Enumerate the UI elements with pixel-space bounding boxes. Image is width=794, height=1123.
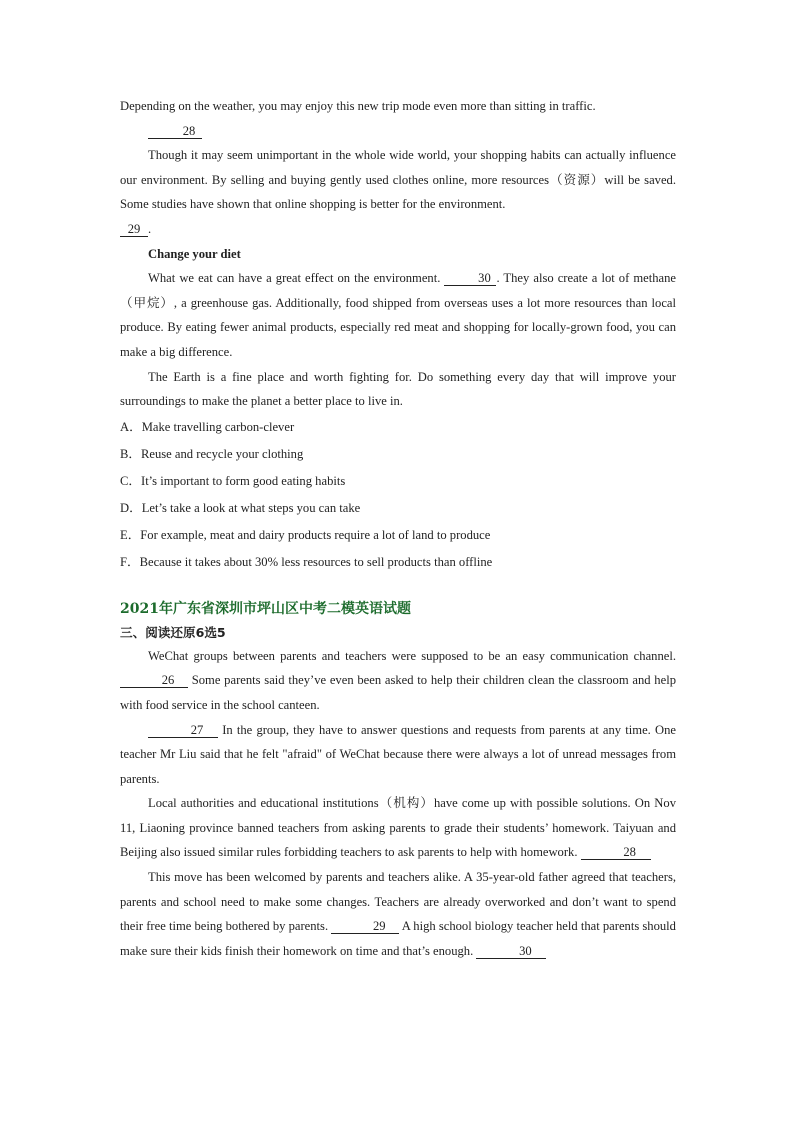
paragraph-wechat [120, 644, 676, 718]
paragraph-transport [120, 94, 676, 119]
section-heading: Change your diet [148, 246, 241, 261]
blank-27[interactable]: 27 [148, 723, 218, 738]
blank-28-b[interactable]: 28 [581, 845, 651, 860]
paragraph-group [120, 718, 676, 792]
paragraph-text: Depending on the weather, you may enjoy this new trip mode even more than sitting in traffic. [120, 99, 596, 113]
blank-26[interactable]: 26 [120, 673, 188, 688]
paragraph-text: The Earth is a fine place and worth fighting for. Do something every day that will improve your surroundings to make the planet a better place to live in. [120, 369, 676, 409]
blank-30-b[interactable]: 30 [476, 944, 546, 959]
period: . [148, 221, 152, 236]
blank-28[interactable]: 28 [148, 124, 202, 139]
blank-line-29 [120, 217, 676, 242]
section-subtitle: 三、阅读还原6选5 [120, 624, 226, 640]
blank-30[interactable]: 30 [444, 271, 496, 286]
blank-29-b[interactable]: 29 [331, 919, 399, 934]
paragraph-text: A high school biology teacher held that parents should make sure their kids finish their homework on time and that’s enough. [120, 919, 676, 958]
blank-line-28 [120, 119, 676, 144]
option-f: F．Because it takes about 30% less resources to sell products than offline [120, 554, 493, 569]
paragraph-text: What we eat can have a great effect on the environment. [148, 271, 441, 286]
paragraph-text: Some parents said they’ve even been asked to help their children clean the classroom and help with food service in the school canteen. [120, 673, 676, 712]
paragraph-text: Though it may seem unimportant in the whole wide world, your shopping habits can actually influence our environment. By selling and buying gently used clothes online, more resources（资源）will be saved. Some studies have shown that online shopping is better for the environment. [120, 148, 676, 212]
exam-title: 2021年广东省深圳市坪山区中考二模英语试题 [120, 600, 411, 617]
option-e: E．For example, meat and dairy products require a lot of land to produce [120, 527, 491, 542]
option-d: D．Let’s take a look at what steps you can take [120, 500, 361, 515]
paragraph-move [120, 865, 676, 963]
paragraph-text: Local authorities and educational institutions（机构）have come up with possible solutions. On Nov 11, Liaoning province banned teachers from asking parents to grade their students’ homework. Taiyuan and Beijing also issued similar rules forbidding teachers to ask parents to help with homework. [120, 796, 676, 860]
option-b: B．Reuse and recycle your clothing [120, 446, 304, 461]
paragraph-text: . They also create a lot of methane（甲烷）, a greenhouse gas. Additionally, food shipped from overseas uses a lot more resources than local produce. By eating fewer animal products, especially red meat and shopping for locally-grown food, you can make a big difference. [120, 271, 676, 359]
options-list [120, 414, 676, 576]
blank-29[interactable]: 29 [120, 222, 148, 237]
paragraph-authorities [120, 791, 676, 865]
option-a: A．Make travelling carbon-clever [120, 419, 295, 434]
paragraph-diet [120, 266, 676, 364]
document-page [120, 94, 676, 963]
paragraph-text: WeChat groups between parents and teachers were supposed to be an easy communication channel. [148, 648, 676, 663]
paragraph-text: In the group, they have to answer questions and requests from parents at any time. One teacher Mr Liu said that he felt "afraid" of WeChat because there were always a lot of unread messages from parents. [120, 722, 676, 786]
paragraph-earth [120, 365, 676, 414]
paragraph-text: This move has been welcomed by parents and teachers alike. A 35-year-old father agreed that teachers, parents and school need to make some changes. Teachers are already overworked and don’t want to spend their free time being bothered by parents. [120, 870, 676, 934]
paragraph-shopping [120, 143, 676, 217]
option-c: C．It’s important to form good eating habits [120, 473, 346, 488]
